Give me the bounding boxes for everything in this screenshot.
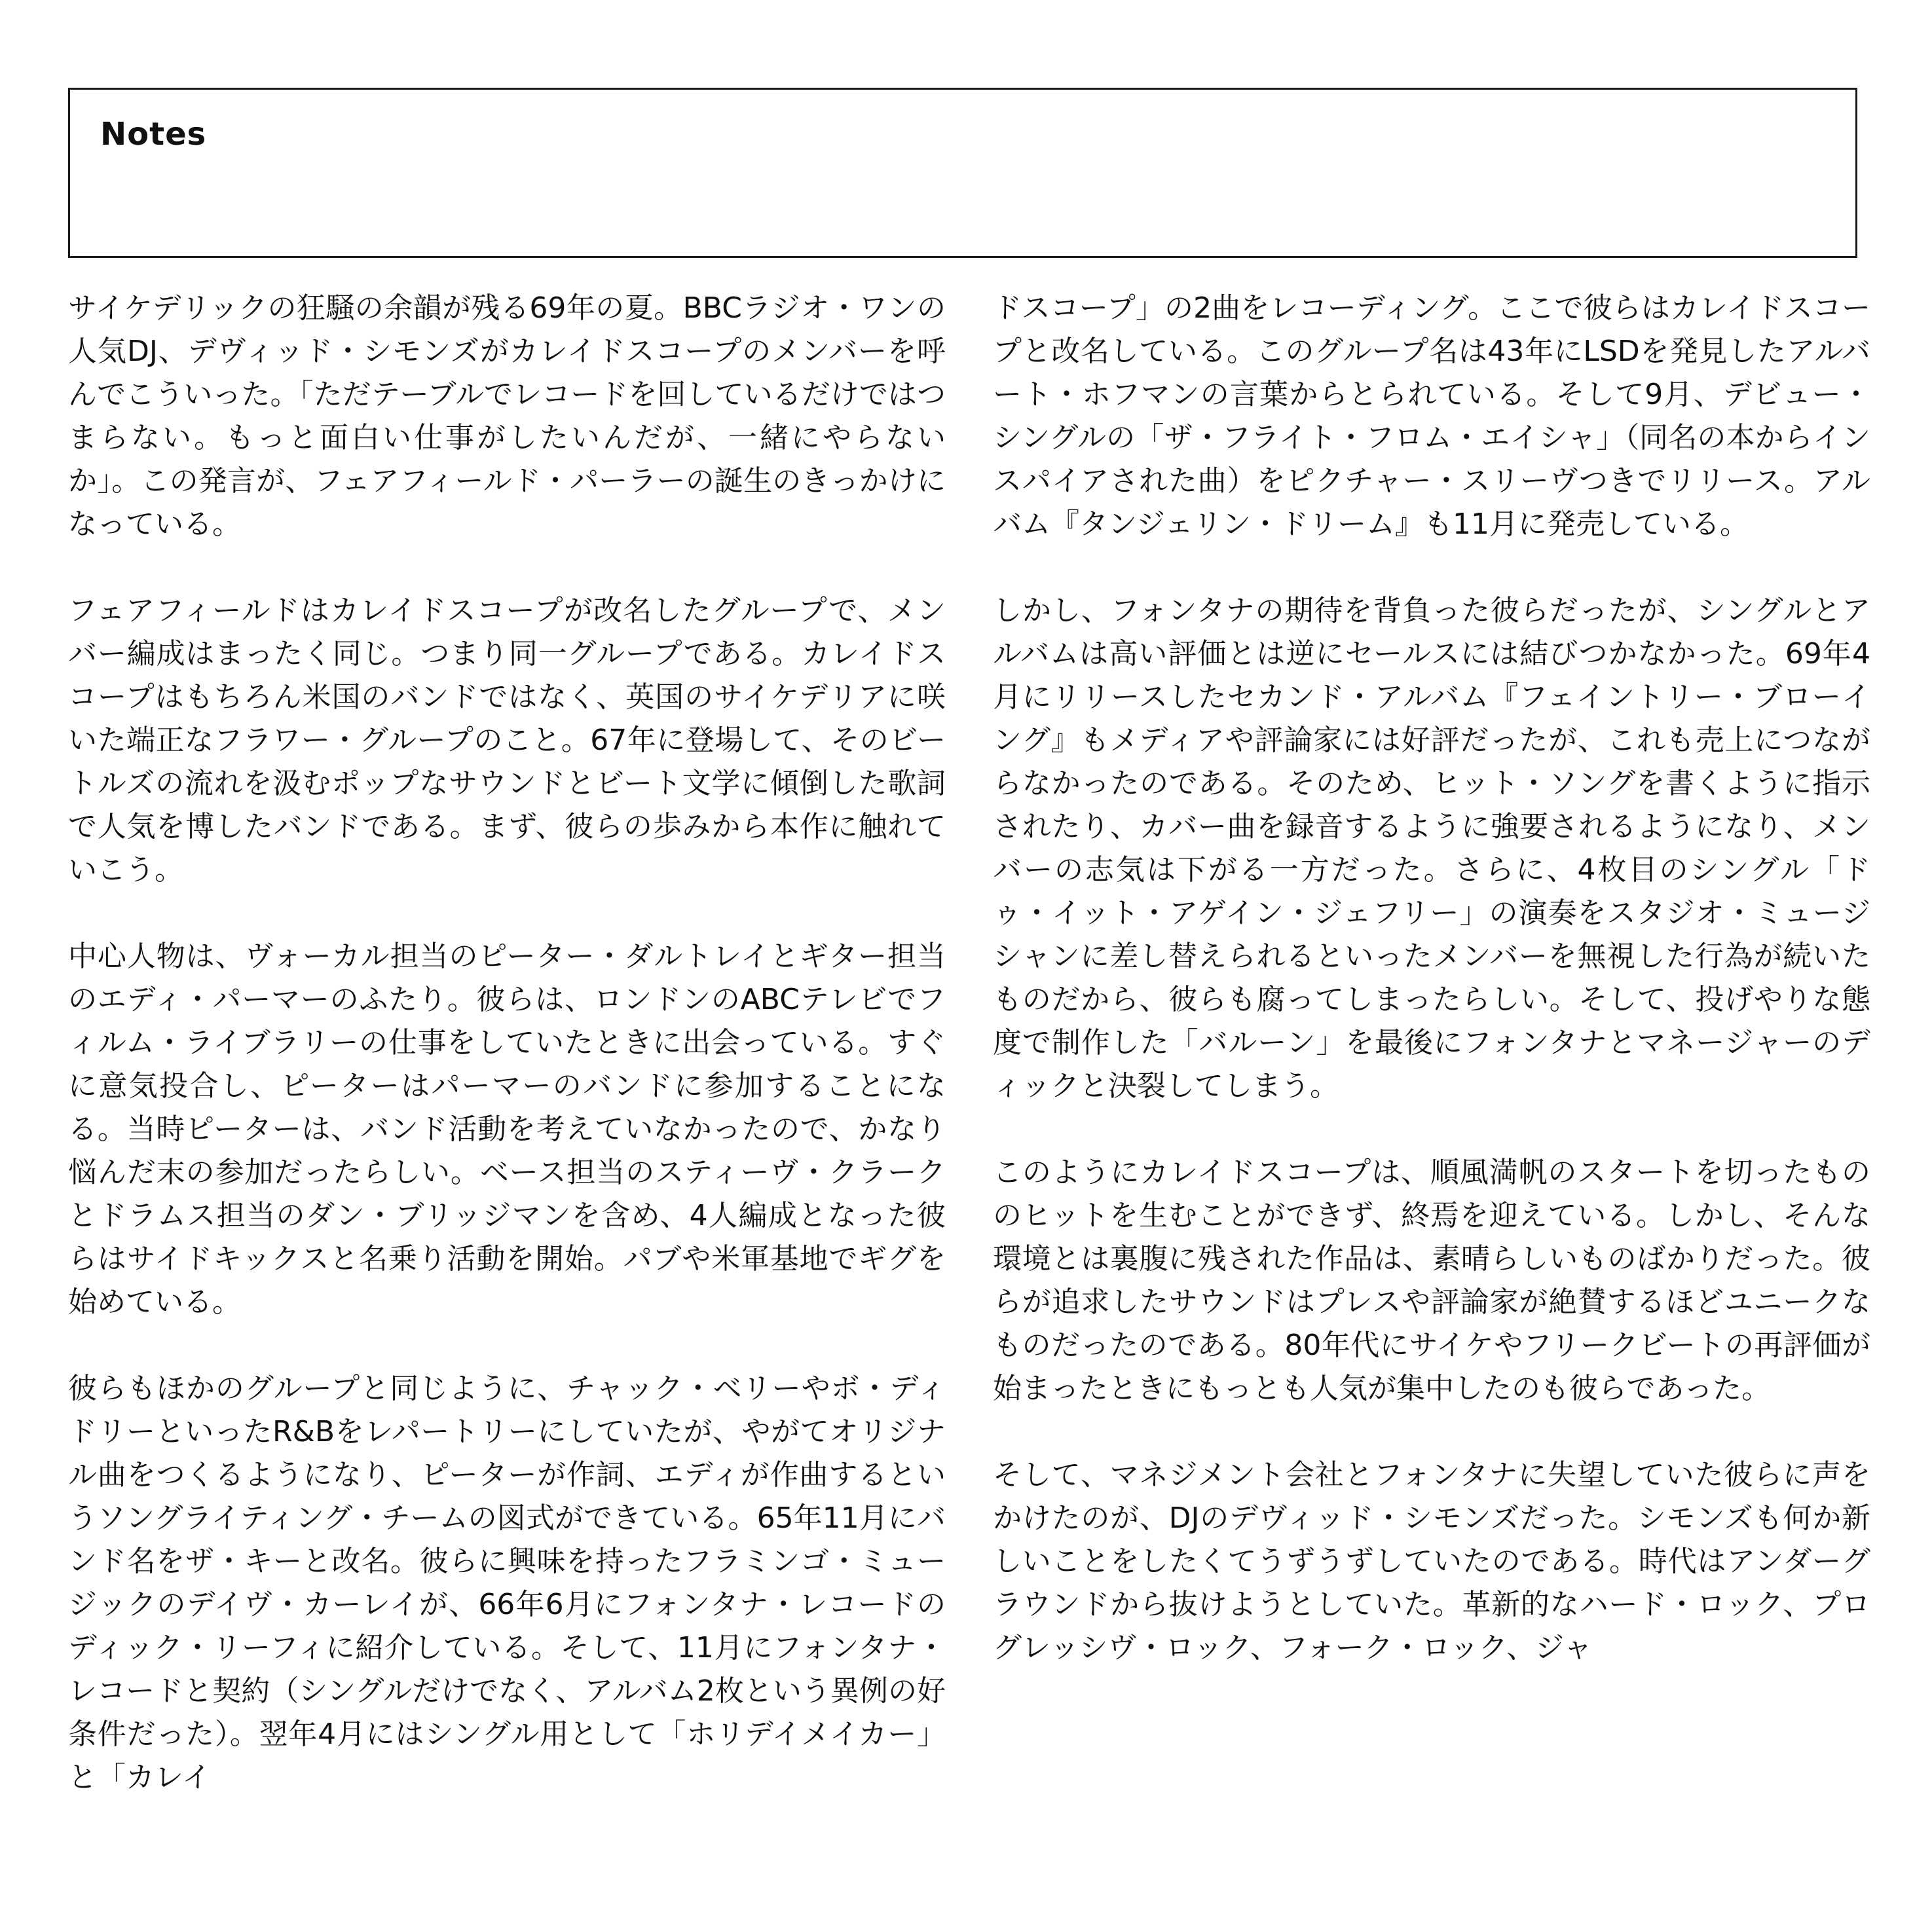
right-column bbox=[993, 287, 1870, 1670]
notes-title: Notes bbox=[100, 116, 207, 153]
notes-header-box bbox=[68, 88, 1857, 258]
paragraph: 中心人物は、ヴォーカル担当のピーター・ダルトレイとギター担当のエディ・パーマーのふたり。彼らは、ロンドンのABCテレビでフィルム・ライブラリーの仕事をしていたときに出会っている。すぐに意気投合し、ピーターはパーマーのバンドに参加することになる。当時ピーターは、バンド活動を考えていなかったので、かなり悩んだ末の参加だったらしい。ベース担当のスティーヴ・クラークとドラムス担当のダン・ブリッジマンを含め、4人編成となった彼らはサイドキックスと名乗り活動を開始。パブや米軍基地でギグを始めている。 bbox=[68, 940, 946, 1319]
paragraph: フェアフィールドはカレイドスコープが改名したグループで、メンバー編成はまったく同じ。つまり同一グループである。カレイドスコープはもちろん米国のバンドではなく、英国のサイケデリアに咲いた端正なフラワー・グループのこと。67年に登場して、そのビートルズの流れを汲むポップなサウンドとビート文学に傾倒した歌詞で人気を博したバンドである。まず、彼らの歩みから本作に触れていこう。 bbox=[68, 594, 946, 887]
paragraph: サイケデリックの狂騒の余韻が残る69年の夏。BBCラジオ・ワンの人気DJ、デヴィッド・シモンズがカレイドスコープのメンバーを呼んでこういった。「ただテーブルでレコードを回しているだけではつまらない。もっと面白い仕事がしたいんだが、一緒にやらないか」。この発言が、フェアフィールド・パーラーの誕生のきっかけになっている。 bbox=[68, 291, 946, 541]
left-column bbox=[68, 287, 946, 1799]
paragraph: ドスコープ」の2曲をレコーディング。ここで彼らはカレイドスコープと改名している。このグループ名は43年にLSDを発見したアルバート・ホフマンの言葉からとられている。そして9月、デビュー・シングルの「ザ・フライト・フロム・エイシャ」（同名の本からインスパイアされた曲）をピクチャー・スリーヴつきでリリース。アルバム『タンジェリン・ドリーム』も11月に発売している。 bbox=[993, 291, 1870, 541]
paragraph: しかし、フォンタナの期待を背負った彼らだったが、シングルとアルバムは高い評価とは逆にセールスには結びつかなかった。69年4月にリリースしたセカンド・アルバム『フェイントリー・ブローイング』もメディアや評論家には好評だったが、これも売上につながらなかったのである。そのため、ヒット・ソングを書くように指示されたり、カバー曲を録音するように強要されるようになり、メンバーの志気は下がる一方だった。さらに、4枚目のシングル「ドゥ・イット・アゲイン・ジェフリー」の演奏をスタジオ・ミュージシャンに差し替えられるといったメンバーを無視した行為が続いたものだから、彼らも腐ってしまったらしい。そして、投げやりな態度で制作した「バルーン」を最後にフォンタナとマネージャーのディックと決裂してしまう。 bbox=[993, 594, 1870, 1103]
paragraph: このようにカレイドスコープは、順風満帆のスタートを切ったもののヒットを生むことができず、終焉を迎えている。しかし、そんな環境とは裏腹に残された作品は、素晴らしいものばかりだった。彼らが追求したサウンドはプレスや評論家が絶賛するほどユニークなものだったのである。80年代にサイケやフリークビートの再評価が始まったときにもっとも人気が集中したのも彼らであった。 bbox=[993, 1156, 1870, 1405]
paragraph: そして、マネジメント会社とフォンタナに失望していた彼らに声をかけたのが、DJのデヴィッド・シモンズだった。シモンズも何か新しいことをしたくてうずうずしていたのである。時代はアンダーグラウンドから抜けようとしていた。革新的なハード・ロック、プログレッシヴ・ロック、フォーク・ロック、ジャ bbox=[993, 1458, 1870, 1664]
paragraph: 彼らもほかのグループと同じように、チャック・ベリーやボ・ディドリーといったR&Bをレパートリーにしていたが、やがてオリジナル曲をつくるようになり、ピーターが作詞、エディが作曲するというソングライティング・チームの図式ができている。65年11月にバンド名をザ・キーと改名。彼らに興味を持ったフラミンゴ・ミュージックのデイヴ・カーレイが、66年6月にフォンタナ・レコードのディック・リーフィに紹介している。そして、11月にフォンタナ・レコードと契約（シングルだけでなく、アルバム2枚という異例の好条件だった）。翌年4月にはシングル用として「ホリデイメイカー」と「カレイ bbox=[68, 1372, 946, 1794]
